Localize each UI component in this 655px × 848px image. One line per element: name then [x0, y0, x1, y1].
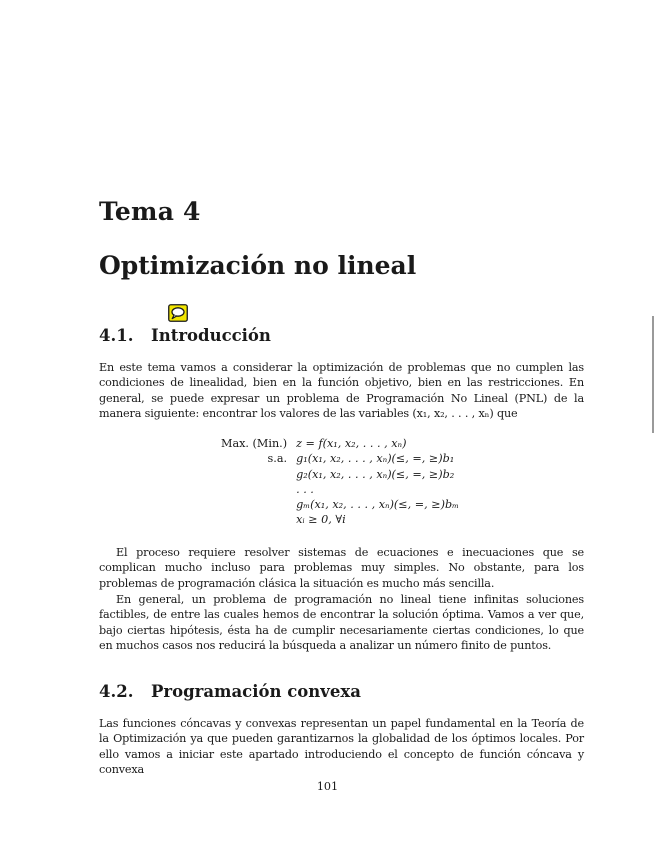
chapter-title: Optimización no lineal	[99, 251, 417, 280]
section-title: Introducción	[151, 326, 271, 345]
section-heading-introduccion	[99, 326, 271, 346]
constraint-dots: . . .	[296, 482, 314, 496]
page-number: 101	[316, 780, 339, 793]
intro-paragraph: En este tema vamos a considerar la optimización de problemas que no cumplen las condiciones de linealidad, bien en la función objetivo, bien en las restricciones. En general, se puede expresar un problema de Programación No Lineal (PNL) de la manera siguiente: encontrar los valores de las variables (x₁, x₂, . . . , xₙ) que	[99, 361, 584, 420]
objective-function: z = f(x₁, x₂, . . . , xₙ)	[296, 437, 407, 450]
section-number: 4.1.	[99, 326, 134, 345]
constraint-1: g₁(x₁, x₂, . . . , xₙ)(≤, =, ≥)b₁	[296, 452, 455, 466]
general-paragraph: En general, un problema de programación no lineal tiene infinitas soluciones factibles, de entre las cuales hemos de encontrar la solución óptima. Vamos a ver que, bajo ciertas hipótesis, ésta ha de cumplir necesariamente ciertas condiciones, lo que en muchos casos nos reducirá la búsqueda a analizar un número finito de puntos.	[99, 593, 584, 652]
chapter-label: Tema 4	[99, 197, 201, 226]
section-number: 4.2.	[99, 682, 134, 701]
constraint-m: gₘ(x₁, x₂, . . . , xₙ)(≤, =, ≥)bₘ	[296, 498, 460, 512]
process-paragraph: El proceso requiere resolver sistemas de ecuaciones e inecuaciones que se complican mucho incluso para problemas muy simples. No obstante, para los problemas de programación clásica la situación es mucho más sencilla.	[99, 546, 584, 590]
convex-paragraph: Las funciones cóncavas y convexas representan un papel fundamental en la Teoría de la Optimización ya que pueden garantizarnos la globalidad de los óptimos locales. Por ello vamos a iniciar este apartado introduciendo el concepto de función cóncava y convexa	[99, 717, 584, 776]
section-title: Programación convexa	[151, 682, 361, 701]
section-heading-programacion-convexa	[99, 682, 361, 702]
speech-bubble-note-icon[interactable]	[168, 304, 188, 322]
margin-line	[652, 316, 654, 433]
nlp-formulation	[221, 436, 459, 528]
constraint-2: g₂(x₁, x₂, . . . , xₙ)(≤, =, ≥)b₂	[296, 467, 455, 481]
objective-label: Max. (Min.)	[221, 437, 288, 450]
subject-to-label: s.a.	[267, 452, 288, 466]
nonnegativity-constraint: xᵢ ≥ 0, ∀i	[296, 513, 346, 527]
